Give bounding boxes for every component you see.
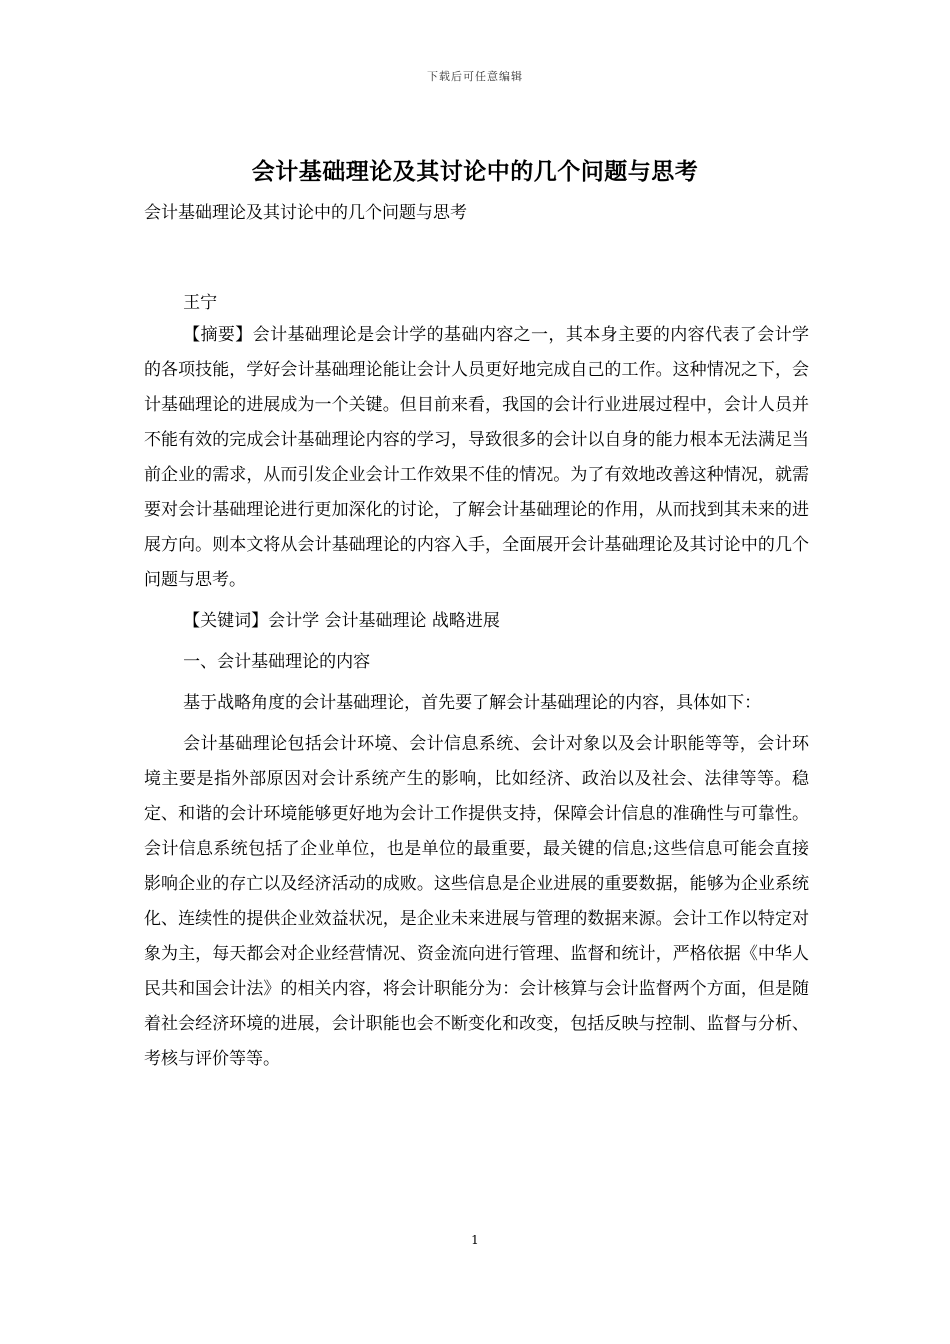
body-paragraph: 会计基础理论包括会计环境、会计信息系统、会计对象以及会计职能等等，会计环境主要是指外部原因对会计系统产生的影响，比如经济、政治以及社会、法律等等。稳定、和谐的会计环境能够更好地为会计工作提供支持，保障会计信息的准确性与可靠性。会计信息系统包括了企业单位，也是单位的最重要，最关键的信息;这些信息可能会直接影响企业的存亡以及经济活动的成败。这些信息是企业进展的重要数据，能够为企业系统化、连续性的提供企业效益状况，是企业未来进展与管理的数据来源。会计工作以特定对象为主，每天都会对企业经营情况、资金流向进行管理、监督和统计，严格依据《中华人民共和国会计法》的相关内容，将会计职能分为：会计核算与会计监督两个方面，但是随着社会经济环境的进展，会计职能也会不断变化和改变，包括反映与控制、监督与分析、考核与评价等等。 — [144, 734, 809, 1069]
keywords-paragraph: 【关键词】会计学 会计基础理论 战略进展 — [183, 611, 500, 631]
section-heading: 一、会计基础理论的内容 — [183, 652, 371, 672]
document-body — [144, 198, 809, 1077]
page-header-note: 下载后可任意编辑 — [427, 70, 523, 83]
document-title: 会计基础理论及其讨论中的几个问题与思考 — [251, 159, 699, 185]
document-subtitle: 会计基础理论及其讨论中的几个问题与思考 — [144, 203, 467, 223]
body-paragraph: 基于战略角度的会计基础理论，首先要了解会计基础理论的内容，具体如下： — [183, 693, 762, 713]
author-name: 王宁 — [183, 293, 218, 313]
page-number: 1 — [471, 1233, 479, 1247]
abstract-paragraph: 【摘要】会计基础理论是会计学的基础内容之一，其本身主要的内容代表了会计学的各项技能，学好会计基础理论能让会计人员更好地完成自己的工作。这种情况之下，会计基础理论的进展成为一个关键。但目前来看，我国的会计行业进展过程中，会计人员并不能有效的完成会计基础理论内容的学习，导致很多的会计以自身的能力根本无法满足当前企业的需求，从而引发企业会计工作效果不佳的情况。为了有效地改善这种情况，就需要对会计基础理论进行更加深化的讨论，了解会计基础理论的作用，从而找到其未来的进展方向。则本文将从会计基础理论的内容入手，全面展开会计基础理论及其讨论中的几个问题与思考。 — [144, 325, 809, 590]
